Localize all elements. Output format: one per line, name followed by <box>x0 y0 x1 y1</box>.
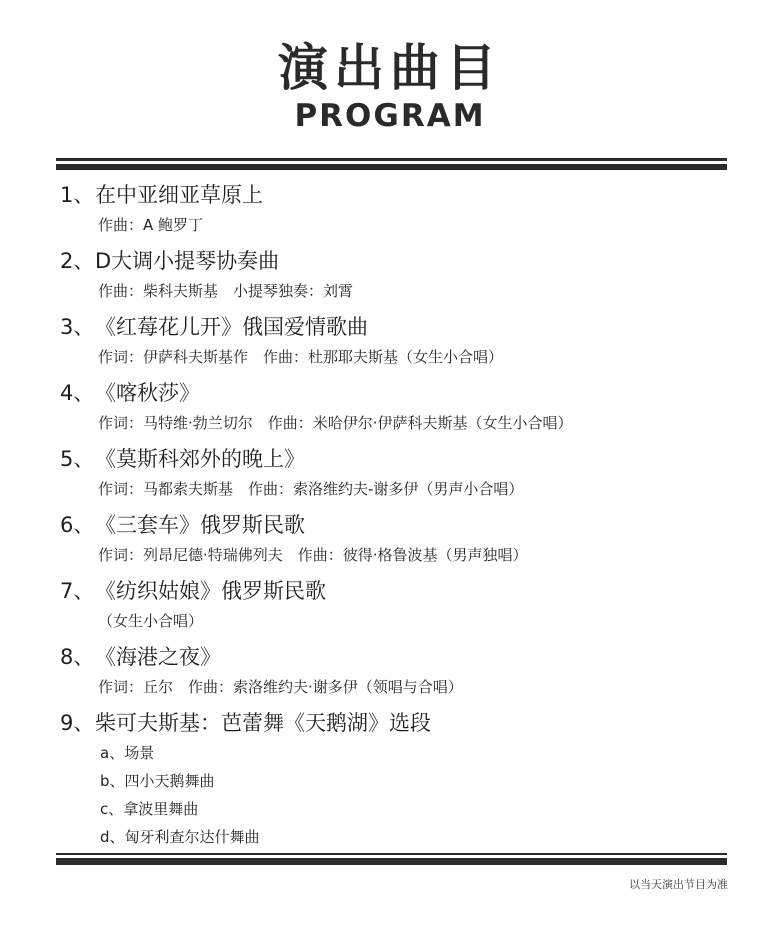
program-item-name: 柴可夫斯基：芭蕾舞《天鹅湖》选段 <box>95 711 431 735</box>
top-divider-thin <box>56 158 727 161</box>
program-item-6 <box>60 512 740 566</box>
excerpt-item: b、四小天鹅舞曲 <box>100 772 215 790</box>
top-divider-thick <box>56 164 727 170</box>
program-item-number: 2、 <box>60 249 95 273</box>
bottom-divider-thin <box>56 853 727 855</box>
program-item-name: 在中亚细亚草原上 <box>95 183 263 207</box>
program-item-title <box>60 248 740 274</box>
program-item-credits: 作曲：A 鲍罗丁 <box>98 216 204 234</box>
excerpt-item: a、场景 <box>100 744 155 762</box>
excerpt-list <box>100 742 740 848</box>
program-item-name: D大调小提琴协奏曲 <box>95 249 280 273</box>
program-item-title <box>60 578 740 604</box>
program-item-number: 1、 <box>60 183 95 207</box>
program-item-name: 《红莓花儿开》俄国爱情歌曲 <box>95 315 368 339</box>
program-item-number: 6、 <box>60 513 95 537</box>
page-subtitle: PROGRAM <box>294 98 486 134</box>
program-item-credits: 作词：丘尔 作曲：索洛维约夫·谢多伊（领唱与合唱） <box>98 678 463 696</box>
program-item-1 <box>60 182 740 236</box>
program-item-number: 8、 <box>60 645 95 669</box>
program-item-title <box>60 512 740 538</box>
program-item-name: 《莫斯科郊外的晚上》 <box>95 447 305 471</box>
program-item-title <box>60 314 740 340</box>
program-item-credits: 作词：列昂尼德·特瑞佛列夫 作曲：彼得·格鲁波基（男声独唱） <box>98 546 528 564</box>
program-item-credits: 作词：马特维·勃兰切尔 作曲：米哈伊尔·伊萨科夫斯基（女生小合唱） <box>98 414 573 432</box>
program-item-8 <box>60 644 740 698</box>
program-item-3 <box>60 314 740 368</box>
excerpt-item: d、匈牙利查尔达什舞曲 <box>100 828 260 846</box>
program-item-number: 5、 <box>60 447 95 471</box>
program-item-7 <box>60 578 740 632</box>
program-item-name: 《海港之夜》 <box>95 645 221 669</box>
program-item-credits: 作词：马都索夫斯基 作曲：索洛维约夫-谢多伊（男声小合唱） <box>98 480 524 498</box>
page-title: 演出曲目 <box>278 39 502 97</box>
footer-note: 以当天演出节目为准 <box>629 878 728 891</box>
program-item-title <box>60 644 740 670</box>
program-item-number: 4、 <box>60 381 95 405</box>
program-item-credits: （女生小合唱） <box>98 612 204 630</box>
bottom-divider-thick <box>56 858 727 865</box>
excerpt-item: c、拿波里舞曲 <box>100 800 199 818</box>
program-item-4 <box>60 380 740 434</box>
program-list <box>60 182 740 854</box>
program-item-number: 7、 <box>60 579 95 603</box>
program-item-name: 《纺织姑娘》俄罗斯民歌 <box>95 579 326 603</box>
program-item-title <box>60 446 740 472</box>
program-item-title <box>60 710 740 736</box>
program-item-title <box>60 380 740 406</box>
program-item-5 <box>60 446 740 500</box>
program-item-name: 《三套车》俄罗斯民歌 <box>95 513 305 537</box>
program-item-name: 《喀秋莎》 <box>95 381 200 405</box>
program-item-credits: 作曲：柴科夫斯基 小提琴独奏：刘霄 <box>98 282 354 300</box>
program-item-number: 3、 <box>60 315 95 339</box>
program-item-2 <box>60 248 740 302</box>
program-item-credits: 作词：伊萨科夫斯基作 作曲：杜那耶夫斯基（女生小合唱） <box>98 348 504 366</box>
program-item-number: 9、 <box>60 711 95 735</box>
program-item-9 <box>60 710 740 848</box>
program-item-title <box>60 182 740 208</box>
